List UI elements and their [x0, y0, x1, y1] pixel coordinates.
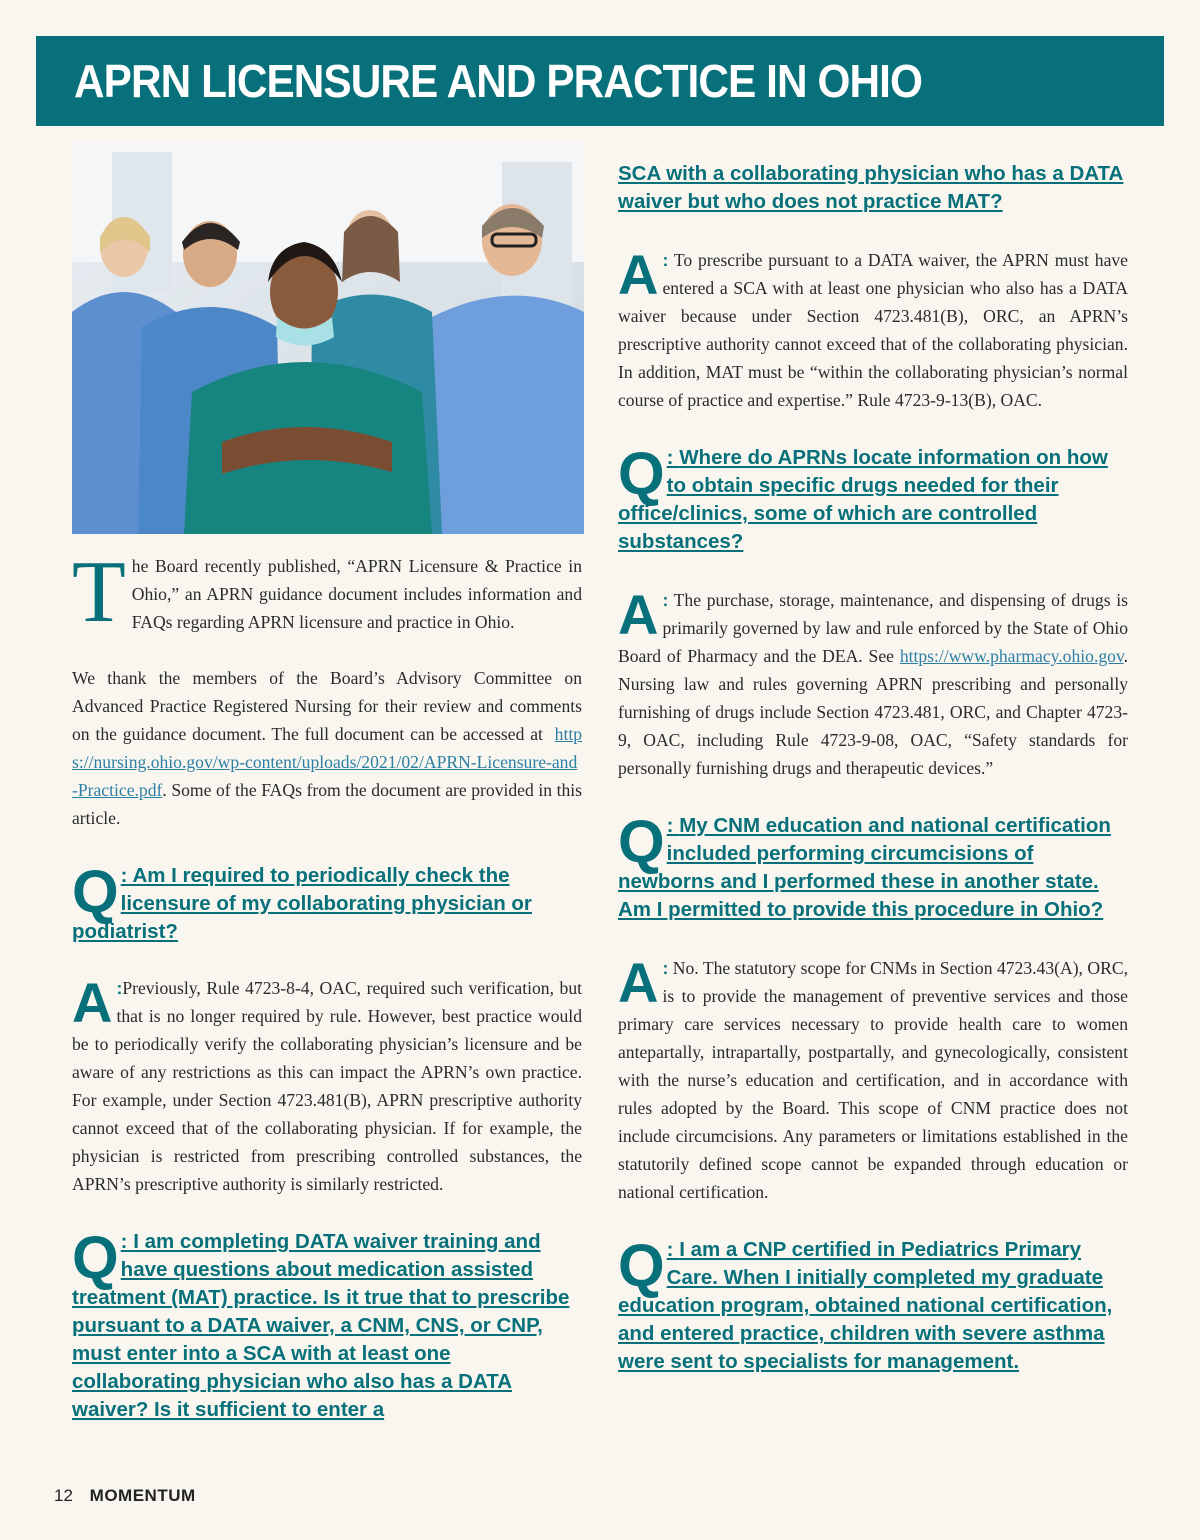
answer-4 — [618, 951, 1128, 1206]
page-footer — [54, 1486, 196, 1506]
page-title: APRN LICENSURE AND PRACTICE IN OHIO — [74, 55, 922, 107]
a-letter: A — [618, 243, 659, 306]
q-colon: : — [120, 864, 128, 887]
guidance-document-link[interactable]: https://nursing.ohio.gov/wp-content/uploads/2021/02/APRN-Licensure-and-Practice.pdf — [72, 724, 583, 800]
question-2-body: I am completing DATA waiver training and have questions about medication assisted treatment (MAT) practice. Is it true that to prescribe pursuant to a DATA waiver, a CNM, CNS, or CNP, must enter into a SCA with at least one collaborating physician who also has a DATA waiver? Is it sufficient to enter a — [72, 1230, 570, 1421]
thanks-paragraph — [72, 664, 582, 832]
pharmacy-board-link[interactable]: https://www.pharmacy.ohio.gov — [899, 646, 1124, 666]
answer-3 — [618, 583, 1129, 782]
answer-1 — [72, 971, 582, 1198]
a-letter: A — [618, 951, 659, 1014]
a-colon: : — [662, 250, 669, 270]
thanks-tail: . Some of the FAQs from the document are provided in this article. — [72, 780, 582, 828]
question-1-body: Am I required to periodically check the licensure of my collaborating physician or podiatrist? — [72, 864, 532, 943]
question-4-text — [618, 808, 1128, 924]
question-4-body: My CNM education and national certification included performing circumcisions of newborns and I performed these in another state. Am I permitted to provide this procedure in Ohio? — [618, 814, 1111, 921]
question-2-continued: SCA with a collaborating physician who has a DATA waiver but who does not practice MAT? — [618, 162, 1124, 213]
question-2 — [72, 1224, 582, 1424]
answer-3-tail: . Nursing law and rules governing APRN prescribing and personally furnishing of drugs include Section 4723.481, ORC, and Chapter 4723-9, OAC, including Rule 4723-9-08, OAC, “Safety standards for personally furnishing drugs and therapeutic devices.” — [618, 646, 1129, 778]
q-letter: Q — [618, 1232, 665, 1299]
question-5-body: I am a CNP certified in Pediatrics Primary Care. When I initially completed my graduate education program, obtained national certification, and entered practice, children with severe asthma were sent to specialists for management. — [618, 1238, 1113, 1373]
question-1-text — [72, 858, 582, 946]
a-colon: : — [662, 590, 669, 610]
q-letter: Q — [618, 440, 665, 507]
answer-1-text: Previously, Rule 4723-8-4, OAC, required such verification, but that is no longer required by rule. However, best practice would be to periodically verify the collaborating physician’s licensure and be aware of any restrictions as this can impact the APRN’s own practice. For example, under Section 4723.481(B), APRN prescriptive authority cannot exceed that of the collaborating physician. If for example, the physician is restricted from prescribing controlled substances, the APRN’s prescriptive authority is similarly restricted. — [72, 978, 582, 1194]
intro-text: he Board recently published, “APRN Licensure & Practice in Ohio,” an APRN guidance document includes information and FAQs regarding APRN licensure and practice in Ohio. — [131, 556, 582, 632]
q-colon: : — [666, 1238, 674, 1261]
a-letter: A — [618, 583, 659, 646]
a-letter: A — [72, 971, 113, 1034]
q-letter: Q — [618, 808, 665, 875]
left-column — [72, 544, 583, 1424]
question-4 — [618, 808, 1128, 924]
magazine-brand: MOMENTUM — [89, 1486, 196, 1505]
intro-paragraph — [72, 544, 582, 641]
answer-2 — [618, 243, 1128, 414]
page-number: 12 — [54, 1486, 73, 1505]
answer-2-text: To prescribe pursuant to a DATA waiver, the APRN must have entered a SCA with at least one physician who also has a DATA waiver because under Section 4723.481(B), ORC, an APRN’s prescriptive authority cannot exceed that of the collaborating physician. In addition, MAT must be “within the collaborating physician’s normal course of practice and expertise.” Rule 4723-9-13(B), OAC. — [618, 250, 1128, 410]
thanks-text: We thank the members of the Board’s Advisory Committee on Advanced Practice Registered Nursing for their review and comments on the guidance document. The full document can be accessed at — [72, 668, 582, 744]
question-2-text — [72, 1224, 582, 1424]
a-colon: : — [116, 978, 123, 998]
q-colon: : — [666, 446, 674, 469]
q-letter: Q — [72, 858, 119, 925]
dropcap-letter: T — [72, 544, 126, 641]
question-3-body: Where do APRNs locate information on how to obtain specific drugs needed for their office/clinics, some of which are controlled substances? — [618, 446, 1108, 553]
answer-4-text: No. The statutory scope for CNMs in Section 4723.43(A), ORC, is to provide the management of preventive services and those primary care services necessary to provide health care to women antepartally, intrapartally, postpartally, and gynecologically, consistent with the nurse’s education and certification, and in accordance with rules adopted by the Board. This scope of CNM practice does not include circumcisions. Any parameters or limitations established in the statutorily defined scope cannot be expanded through education or national certification. — [618, 958, 1128, 1202]
right-column — [618, 160, 1128, 1376]
question-5-text — [618, 1232, 1128, 1376]
question-5 — [618, 1232, 1128, 1376]
header-banner — [36, 36, 1164, 126]
q-colon: : — [666, 814, 674, 837]
question-1 — [72, 858, 582, 946]
answer-3-text: The purchase, storage, maintenance, and dispensing of drugs is primarily governed by law and rule enforced by the State of Ohio Board of Pharmacy and the DEA. See — [618, 590, 1128, 666]
question-3-text — [618, 440, 1128, 556]
q-colon: : — [120, 1230, 128, 1253]
question-3 — [618, 440, 1128, 556]
nurses-team-photo — [72, 142, 584, 534]
a-colon: : — [662, 958, 669, 978]
q-letter: Q — [72, 1224, 119, 1291]
